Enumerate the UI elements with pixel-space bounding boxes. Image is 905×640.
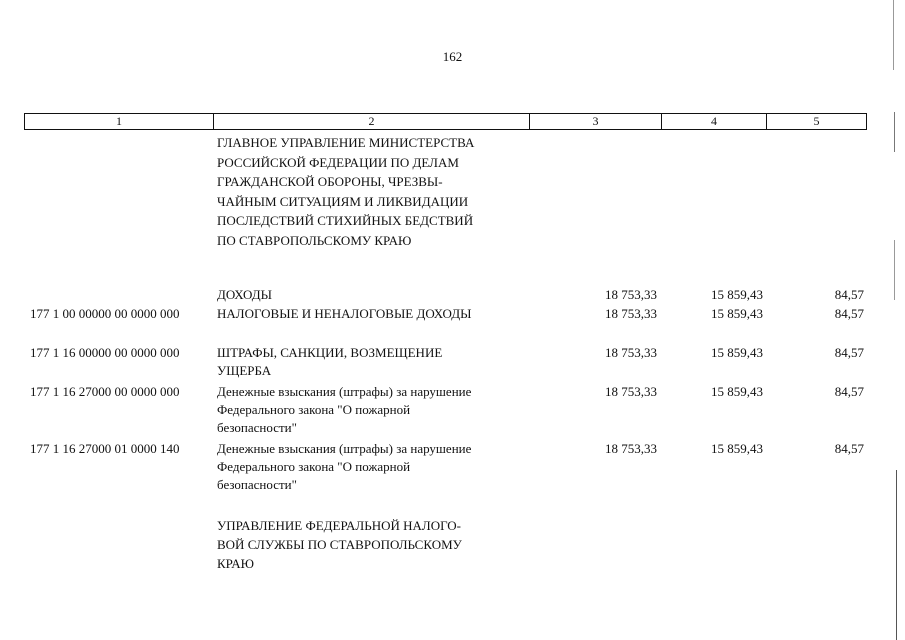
section-title-line: ЧАЙНЫМ СИТУАЦИЯМ И ЛИКВИДАЦИИ bbox=[217, 193, 469, 209]
row-value-5: 84,57 bbox=[834, 345, 864, 360]
table-header-row bbox=[24, 113, 867, 130]
row-name-line: Федерального закона "О пожарной bbox=[217, 459, 411, 474]
row-value-4: 15 859,43 bbox=[711, 287, 763, 302]
row-name-line: безопасности" bbox=[217, 477, 297, 492]
section-title-line: ПОСЛЕДСТВИЙ СТИХИЙНЫХ БЕДСТВИЙ bbox=[217, 213, 474, 228]
row-value-3: 18 753,33 bbox=[605, 345, 657, 360]
row-value-3: 18 753,33 bbox=[605, 287, 657, 302]
row-value-5: 84,57 bbox=[834, 306, 864, 321]
section-title-line: КРАЮ bbox=[217, 556, 254, 571]
row-code: 177 1 00 00000 00 0000 000 bbox=[30, 306, 180, 321]
column-header-1: 1 bbox=[25, 114, 214, 129]
column-header-2: 2 bbox=[214, 114, 530, 129]
section-title-emergency-ministry bbox=[217, 133, 527, 250]
column-header-5: 5 bbox=[813, 114, 820, 128]
section-title-line: ПО СТАВРОПОЛЬСКОМУ КРАЮ bbox=[217, 232, 412, 248]
row-name: ДОХОДЫ bbox=[217, 287, 272, 302]
row-value-4: 15 859,43 bbox=[711, 441, 763, 456]
scan-edge-line bbox=[896, 470, 897, 640]
row-name-line: безопасности" bbox=[217, 420, 297, 435]
section-title-line: ВОЙ СЛУЖБЫ ПО СТАВРОПОЛЬСКОМУ bbox=[217, 537, 462, 552]
section-title-line: УПРАВЛЕНИЕ ФЕДЕРАЛЬНОЙ НАЛОГО- bbox=[217, 518, 462, 533]
row-name-line: УЩЕРБА bbox=[217, 363, 272, 378]
row-value-4: 15 859,43 bbox=[711, 306, 763, 321]
row-name-line: ШТРАФЫ, САНКЦИИ, ВОЗМЕЩЕНИЕ bbox=[217, 345, 443, 360]
section-title-line: ГРАЖДАНСКОЙ ОБОРОНЫ, ЧРЕЗВЫ- bbox=[217, 174, 443, 189]
row-name-line: Денежные взыскания (штрафы) за нарушение bbox=[217, 441, 472, 456]
row-name: НАЛОГОВЫЕ И НЕНАЛОГОВЫЕ ДОХОДЫ bbox=[217, 306, 472, 321]
row-value-4: 15 859,43 bbox=[711, 384, 763, 399]
row-value-5: 84,57 bbox=[834, 441, 864, 456]
column-header-4: 4 bbox=[662, 114, 767, 129]
scan-edge-line bbox=[894, 112, 895, 152]
row-name bbox=[217, 383, 527, 437]
scan-edge-line bbox=[894, 240, 895, 300]
page-number: 162 bbox=[442, 49, 463, 64]
row-value-5: 84,57 bbox=[834, 384, 864, 399]
row-code: 177 1 16 27000 01 0000 140 bbox=[30, 441, 180, 456]
scan-edge-line bbox=[893, 0, 894, 70]
section-title-line: РОССИЙСКОЙ ФЕДЕРАЦИИ ПО ДЕЛАМ bbox=[217, 154, 459, 170]
row-name bbox=[217, 440, 527, 494]
column-header-3: 3 bbox=[530, 114, 662, 129]
row-code: 177 1 16 00000 00 0000 000 bbox=[30, 345, 180, 360]
row-value-5: 84,57 bbox=[834, 287, 864, 302]
row-code: 177 1 16 27000 00 0000 000 bbox=[30, 384, 180, 399]
section-title-tax-service bbox=[217, 516, 527, 573]
row-value-3: 18 753,33 bbox=[605, 384, 657, 399]
row-value-3: 18 753,33 bbox=[605, 306, 657, 321]
section-title-line: ГЛАВНОЕ УПРАВЛЕНИЕ МИНИСТЕРСТВА bbox=[217, 135, 475, 150]
row-name-line: Денежные взыскания (штрафы) за нарушение bbox=[217, 384, 472, 399]
row-name bbox=[217, 344, 527, 380]
row-value-3: 18 753,33 bbox=[605, 441, 657, 456]
row-name-line: Федерального закона "О пожарной bbox=[217, 402, 411, 417]
row-value-4: 15 859,43 bbox=[711, 345, 763, 360]
